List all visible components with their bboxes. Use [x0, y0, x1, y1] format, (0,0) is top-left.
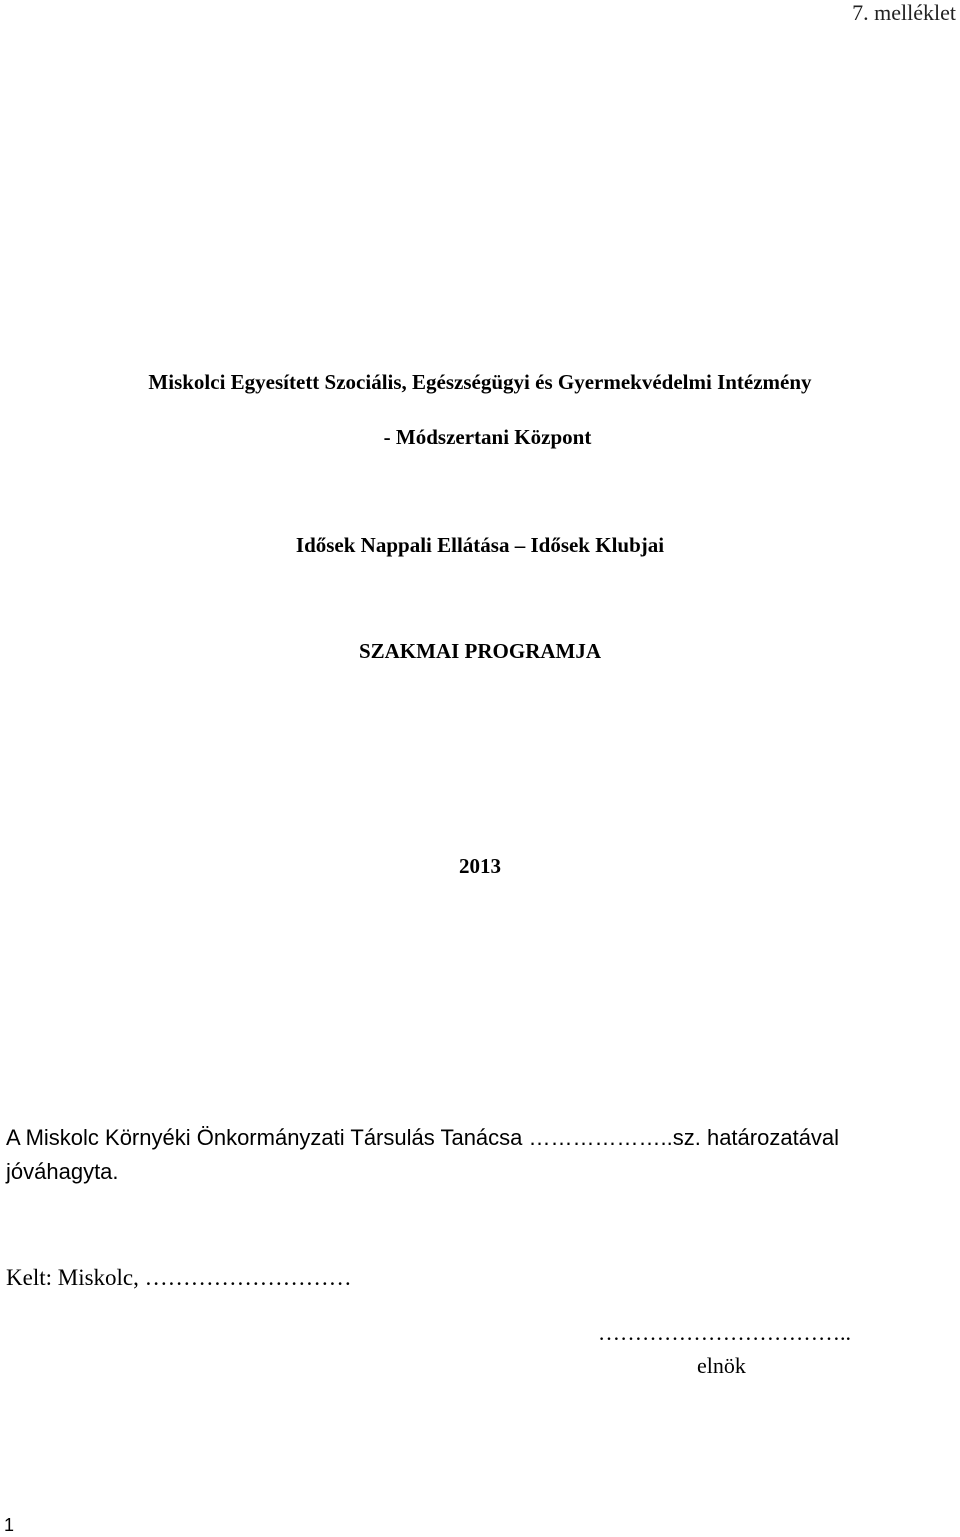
- place-date-line: Kelt: Miskolc, ………………………: [6, 1265, 352, 1290]
- signature-line: ……………………………..: [598, 1320, 851, 1345]
- service-title: Idősek Nappali Ellátása – Idősek Klubjai: [295, 533, 665, 557]
- institution-title: Miskolci Egyesített Szociális, Egészségügyi és Gyermekvédelmi Intézmény: [148, 370, 812, 394]
- approval-statement: A Miskolc Környéki Önkormányzati Társulás Tanácsa ………………..sz. határozatával jóváhagyta.: [6, 1125, 840, 1184]
- page-number: 1: [4, 1515, 15, 1535]
- center-subtitle: - Módszertani Központ: [383, 425, 592, 449]
- document-title: SZAKMAI PROGRAMJA: [358, 639, 602, 663]
- signatory-role: elnök: [697, 1353, 746, 1378]
- annex-label: 7. melléklet: [852, 0, 956, 25]
- document-year: 2013: [459, 854, 501, 878]
